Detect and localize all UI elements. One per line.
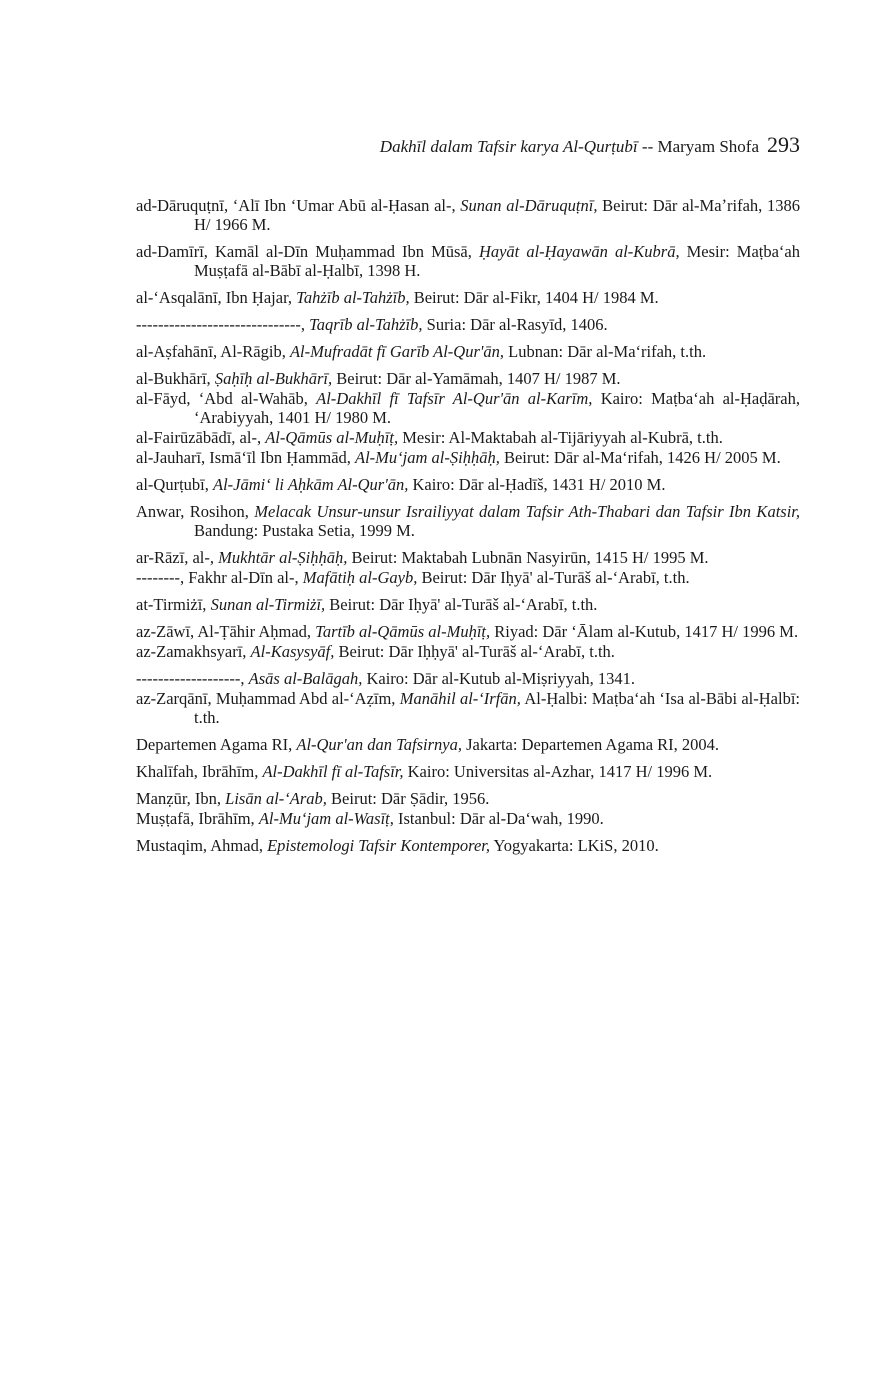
reference-author: al-Fāyd, ʻAbd al-Wahāb,	[136, 389, 317, 408]
reference-title: Manāhil al-ʻIrfān,	[399, 689, 521, 708]
reference-publication: Kairo: Universitas al-Azhar, 1417 H/ 1996 M.	[403, 762, 713, 781]
reference-title: Mafātiḥ al-Gayb,	[302, 568, 418, 587]
reference-author: al-Jauharī, Ismāʻīl Ibn Ḥammād,	[136, 448, 356, 467]
reference-title: Asās al-Balāgah,	[248, 669, 363, 688]
reference-title: Al-Mufradāt fī Garīb Al-Qur'ān,	[289, 342, 505, 361]
reference-publication: Beirut: Dār Iḥyā' al-Turāš al-ʻArabī, t.th.	[325, 595, 598, 614]
header-separator: --	[637, 137, 658, 156]
reference-publication: Yogyakarta: LKiS, 2010.	[490, 836, 659, 855]
reference-publication: Kairo: Dār al-Kutub al-Miṣriyyah, 1341.	[362, 669, 635, 688]
reference-entry	[136, 762, 800, 781]
reference-title: Taqrīb al-Tahżīb,	[309, 315, 423, 334]
reference-title: Al-Qur'an dan Tafsirnya,	[296, 735, 463, 754]
reference-entry	[136, 622, 800, 641]
reference-author: -------------------,	[136, 669, 249, 688]
page-number: 293	[767, 132, 800, 157]
reference-title: Epistemologi Tafsir Kontemporer,	[267, 836, 491, 855]
reference-title: Al-Dakhīl fī Tafsīr Al-Qur'ān al-Karīm,	[316, 389, 593, 408]
reference-entry	[136, 735, 800, 754]
reference-entry	[136, 689, 800, 727]
reference-publication: Riyad: Dār ʻĀlam al-Kutub, 1417 H/ 1996 M.	[490, 622, 799, 641]
reference-entry	[136, 642, 800, 661]
reference-entry	[136, 342, 800, 361]
reference-title: Al-Muʻjam al-Ṣiḥḥāḥ,	[355, 448, 500, 467]
reference-author: az-Zāwī, Al-Ṭāhir Aḥmad,	[136, 622, 316, 641]
reference-author: --------, Fakhr al-Dīn al-,	[136, 568, 303, 587]
reference-publication: Beirut: Dār Ṣādir, 1956.	[326, 789, 490, 808]
reference-publication: Istanbul: Dār al-Daʻwah, 1990.	[393, 809, 604, 828]
reference-publication: Beirut: Dār Iḥyā' al-Turāš al-ʻArabī, t.th.	[417, 568, 690, 587]
reference-entry	[136, 428, 800, 447]
reference-title: Melacak Unsur-unsur Israiliyyat dalam Tafsir Ath-Thabari dan Tafsir Ibn Katsir,	[254, 502, 800, 521]
reference-title: Ḥayāt al-Ḥayawān al-Kubrā,	[478, 242, 680, 261]
reference-entry	[136, 669, 800, 688]
reference-title: Al-Dakhīl fī al-Tafsīr,	[262, 762, 404, 781]
reference-publication: Mesir: Maṭbaʻah Muṣṭafā al-Bābī al-Ḥalbī, 1398 H.	[194, 242, 800, 280]
reference-publication: Beirut: Dār al-Maʼrifah, 1386 H/ 1966 M.	[194, 196, 800, 234]
reference-publication: Beirut: Dār al-Fikr, 1404 H/ 1984 M.	[409, 288, 659, 307]
reference-entry	[136, 475, 800, 494]
reference-entry	[136, 196, 800, 234]
reference-title: Mukhtār al-Ṣiḥḥāḥ,	[218, 548, 348, 567]
reference-title: Sunan al-Dāruquṭnī,	[460, 196, 598, 215]
reference-entry	[136, 568, 800, 587]
bibliography-list	[136, 196, 800, 863]
reference-entry	[136, 789, 800, 808]
reference-author: al-Aṣfahānī, Al-Rāgib,	[136, 342, 290, 361]
reference-author: ar-Rāzī, al-,	[136, 548, 219, 567]
reference-publication: Al-Ḥalbi: Maṭbaʻah ʻIsa al-Bābi al-Ḥalbī: t.th.	[194, 689, 800, 727]
reference-entry	[136, 369, 800, 388]
reference-author: az-Zamakhsyarī,	[136, 642, 251, 661]
header-title: Dakhīl dalam Tafsir karya Al-Qurṭubī	[379, 137, 638, 156]
running-header	[136, 132, 800, 158]
reference-author: al-ʻAsqalānī, Ibn Ḥajar,	[136, 288, 297, 307]
reference-title: Al-Muʻjam al-Wasīṭ,	[258, 809, 394, 828]
reference-publication: Bandung: Pustaka Setia, 1999 M.	[194, 521, 415, 540]
reference-entry	[136, 836, 800, 855]
reference-title: Ṣaḥīḥ al-Bukhārī,	[214, 369, 333, 388]
reference-entry	[136, 502, 800, 540]
reference-title: Tahżīb al-Tahżīb,	[296, 288, 410, 307]
reference-author: Mustaqim, Ahmad,	[136, 836, 268, 855]
reference-author: ad-Dāruquṭnī, ʻAlī Ibn ʻUmar Abū al-Ḥasan al-,	[136, 196, 461, 215]
reference-title: Tartīb al-Qāmūs al-Muḥīṭ,	[315, 622, 491, 641]
reference-entry	[136, 242, 800, 280]
reference-entry	[136, 809, 800, 828]
reference-title: Al-Jāmiʻ li Aḥkām Al-Qur'ān,	[212, 475, 409, 494]
reference-entry	[136, 315, 800, 334]
reference-author: al-Qurṭubī,	[136, 475, 213, 494]
reference-author: at-Tirmiżī,	[136, 595, 211, 614]
reference-title: Al-Kasysyāf,	[250, 642, 335, 661]
reference-author: Anwar, Rosihon,	[136, 502, 255, 521]
reference-author: Khalīfah, Ibrāhīm,	[136, 762, 263, 781]
reference-publication: Suria: Dār al-Rasyīd, 1406.	[422, 315, 608, 334]
reference-title: Sunan al-Tirmiżī,	[210, 595, 326, 614]
reference-entry	[136, 389, 800, 427]
reference-author: ad-Damīrī, Kamāl al-Dīn Muḥammad Ibn Mūsā,	[136, 242, 479, 261]
reference-author: al-Bukhārī,	[136, 369, 215, 388]
reference-entry	[136, 548, 800, 567]
reference-publication: Lubnan: Dār al-Maʻrifah, t.th.	[504, 342, 707, 361]
reference-author: ------------------------------,	[136, 315, 310, 334]
reference-author: Manẓūr, Ibn,	[136, 789, 226, 808]
reference-author: Departemen Agama RI,	[136, 735, 297, 754]
reference-entry	[136, 288, 800, 307]
reference-author: Muṣṭafā, Ibrāhīm,	[136, 809, 259, 828]
reference-entry	[136, 448, 800, 467]
reference-publication: Kairo: Dār al-Ḥadīš, 1431 H/ 2010 M.	[408, 475, 666, 494]
reference-publication: Jakarta: Departemen Agama RI, 2004.	[462, 735, 720, 754]
reference-entry	[136, 595, 800, 614]
reference-publication: Kairo: Maṭbaʻah al-Ḥaḍārah, ʻArabiyyah, 1401 H/ 1980 M.	[194, 389, 800, 427]
reference-publication: Beirut: Dār al-Maʻrifah, 1426 H/ 2005 M.	[499, 448, 781, 467]
header-author: Maryam Shofa	[657, 137, 759, 156]
reference-author: al-Fairūzābādī, al-,	[136, 428, 266, 447]
reference-publication: Beirut: Maktabah Lubnān Nasyirūn, 1415 H/ 1995 M.	[347, 548, 709, 567]
reference-publication: Mesir: Al-Maktabah al-Tijāriyyah al-Kubrā, t.th.	[398, 428, 723, 447]
reference-title: Lisān al-ʻArab,	[225, 789, 327, 808]
reference-author: az-Zarqānī, Muḥammad Abd al-ʻAẓīm,	[136, 689, 400, 708]
reference-publication: Beirut: Dār al-Yamāmah, 1407 H/ 1987 M.	[332, 369, 621, 388]
reference-title: Al-Qāmūs al-Muḥīṭ,	[265, 428, 399, 447]
reference-publication: Beirut: Dār Iḥḥyā' al-Turāš al-ʻArabī, t.th.	[334, 642, 615, 661]
